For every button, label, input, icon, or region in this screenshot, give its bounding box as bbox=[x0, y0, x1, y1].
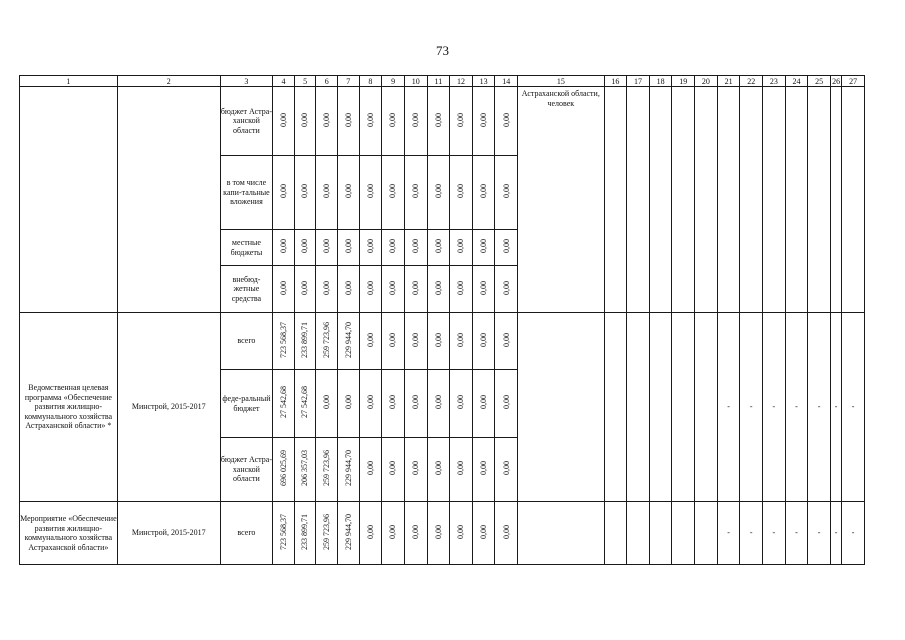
amount-cell bbox=[404, 230, 427, 266]
amount-cell bbox=[316, 266, 338, 313]
amount-value: 0,00 bbox=[433, 184, 443, 199]
amount-cell bbox=[495, 230, 518, 266]
amount-value: 0,00 bbox=[365, 280, 375, 295]
amount-value: 0,00 bbox=[478, 239, 488, 254]
amount-cell bbox=[273, 156, 295, 230]
amount-cell bbox=[427, 438, 450, 502]
program-table bbox=[19, 75, 865, 565]
amount-cell bbox=[294, 87, 316, 156]
amount-value: 0,00 bbox=[410, 524, 420, 539]
executor-cell: Минстрой, 2015-2017 bbox=[117, 313, 220, 502]
amount-cell bbox=[404, 266, 427, 313]
amount-cell bbox=[338, 370, 360, 438]
page-number: 73 bbox=[436, 43, 449, 58]
row-measure-total bbox=[20, 502, 865, 565]
amount-cell bbox=[450, 502, 473, 565]
amount-value: 0,00 bbox=[321, 239, 331, 254]
amount-value: 0,00 bbox=[410, 461, 420, 476]
amount-cell bbox=[427, 502, 450, 565]
funding-source-cell: в том числе капи-тальные вложения bbox=[220, 156, 272, 230]
row-regional-budget bbox=[20, 87, 865, 156]
amount-cell bbox=[472, 156, 495, 230]
amount-value: 0,00 bbox=[456, 280, 466, 295]
amount-value: 0,00 bbox=[456, 184, 466, 199]
column-number-row bbox=[20, 76, 865, 87]
amount-cell bbox=[495, 438, 518, 502]
amount-value: 206 357,03 bbox=[300, 450, 310, 487]
amount-value: 0,00 bbox=[433, 524, 443, 539]
effect-cell: - bbox=[717, 502, 740, 565]
effect-cell bbox=[649, 313, 672, 502]
amount-cell bbox=[472, 370, 495, 438]
amount-value: 0,00 bbox=[478, 112, 488, 127]
amount-value: 0,00 bbox=[501, 239, 511, 254]
amount-value: 0,00 bbox=[501, 461, 511, 476]
effect-cell bbox=[627, 502, 650, 565]
amount-value: 0,00 bbox=[388, 280, 398, 295]
amount-value: 0,00 bbox=[433, 280, 443, 295]
amount-value: 0,00 bbox=[321, 395, 331, 410]
effect-cell: - bbox=[763, 502, 786, 565]
amount-cell bbox=[316, 438, 338, 502]
amount-value: 0,00 bbox=[456, 332, 466, 347]
amount-value: 0,00 bbox=[365, 112, 375, 127]
amount-cell bbox=[495, 502, 518, 565]
amount-cell bbox=[273, 370, 295, 438]
effect-cell bbox=[695, 313, 718, 502]
column-number-26: 26 bbox=[832, 76, 841, 86]
amount-cell bbox=[316, 156, 338, 230]
effect-cell: - bbox=[830, 502, 841, 565]
column-number-2: 2 bbox=[117, 76, 220, 87]
amount-cell bbox=[273, 230, 295, 266]
amount-cell bbox=[316, 230, 338, 266]
amount-cell bbox=[382, 156, 405, 230]
amount-cell bbox=[450, 230, 473, 266]
amount-value: 0,00 bbox=[478, 184, 488, 199]
amount-value: 0,00 bbox=[501, 280, 511, 295]
effect-cell: - bbox=[830, 313, 841, 502]
column-number-15: 15 bbox=[518, 76, 604, 87]
effect-cell: - bbox=[808, 313, 831, 502]
amount-cell bbox=[294, 502, 316, 565]
amount-cell bbox=[294, 370, 316, 438]
amount-cell bbox=[273, 502, 295, 565]
effect-cell bbox=[717, 87, 740, 313]
amount-cell bbox=[450, 313, 473, 370]
amount-value: 0,00 bbox=[321, 184, 331, 199]
amount-cell bbox=[294, 230, 316, 266]
effect-cell bbox=[649, 87, 672, 313]
amount-value: 0,00 bbox=[501, 524, 511, 539]
column-number-5: 5 bbox=[294, 76, 316, 87]
amount-value: 0,00 bbox=[388, 332, 398, 347]
amount-cell bbox=[427, 230, 450, 266]
amount-value: 0,00 bbox=[456, 239, 466, 254]
effect-cell: - bbox=[785, 502, 808, 565]
amount-cell bbox=[427, 370, 450, 438]
amount-cell bbox=[359, 502, 382, 565]
amount-cell bbox=[338, 156, 360, 230]
executor-cell: Минстрой, 2015-2017 bbox=[117, 502, 220, 565]
amount-cell bbox=[338, 230, 360, 266]
amount-cell bbox=[273, 438, 295, 502]
effect-cell bbox=[672, 313, 695, 502]
amount-cell bbox=[404, 313, 427, 370]
executor-cell bbox=[117, 87, 220, 313]
amount-value: 0,00 bbox=[478, 524, 488, 539]
amount-cell bbox=[316, 370, 338, 438]
program-name-cell bbox=[20, 87, 118, 313]
amount-cell bbox=[427, 156, 450, 230]
amount-cell bbox=[404, 502, 427, 565]
column-number-6: 6 bbox=[316, 76, 338, 87]
indicator-cell bbox=[518, 502, 604, 565]
amount-value: 0,00 bbox=[410, 332, 420, 347]
amount-cell bbox=[382, 502, 405, 565]
amount-cell bbox=[359, 156, 382, 230]
amount-cell bbox=[495, 370, 518, 438]
amount-cell bbox=[338, 266, 360, 313]
amount-cell bbox=[495, 87, 518, 156]
amount-cell bbox=[450, 438, 473, 502]
effect-cell bbox=[740, 87, 763, 313]
column-number-20: 20 bbox=[695, 76, 718, 87]
effect-cell bbox=[830, 87, 841, 313]
amount-value: 0,00 bbox=[433, 239, 443, 254]
indicator-cell: Астраханской области, человек bbox=[518, 87, 604, 313]
amount-value: 0,00 bbox=[343, 239, 353, 254]
amount-cell bbox=[382, 230, 405, 266]
column-number-23: 23 bbox=[763, 76, 786, 87]
amount-value: 0,00 bbox=[501, 112, 511, 127]
column-number-18: 18 bbox=[649, 76, 672, 87]
effect-cell bbox=[627, 87, 650, 313]
amount-value: 0,00 bbox=[433, 461, 443, 476]
amount-value: 0,00 bbox=[410, 395, 420, 410]
amount-value: 0,00 bbox=[300, 239, 310, 254]
column-number-13: 13 bbox=[472, 76, 495, 87]
amount-value: 0,00 bbox=[501, 395, 511, 410]
amount-value: 259 723,96 bbox=[321, 321, 331, 358]
effect-cell: - bbox=[763, 313, 786, 502]
amount-cell bbox=[273, 266, 295, 313]
column-number-1: 1 bbox=[20, 76, 118, 87]
amount-value: 0,00 bbox=[365, 395, 375, 410]
amount-cell bbox=[382, 313, 405, 370]
effect-cell: - bbox=[842, 313, 865, 502]
amount-value: 233 899,71 bbox=[300, 513, 310, 550]
amount-cell bbox=[472, 266, 495, 313]
measure-name-cell: Мероприятие «Обеспечение развития жилищно-коммунального хозяйства Астраханской области» bbox=[20, 502, 118, 565]
amount-cell bbox=[450, 87, 473, 156]
amount-cell bbox=[273, 87, 295, 156]
amount-value: 0,00 bbox=[321, 280, 331, 295]
amount-value: 0,00 bbox=[300, 184, 310, 199]
amount-cell bbox=[382, 438, 405, 502]
funding-source-cell: бюджет Астра-ханской области bbox=[220, 87, 272, 156]
amount-value: 0,00 bbox=[478, 395, 488, 410]
effect-cell bbox=[695, 502, 718, 565]
column-number-27: 27 bbox=[842, 76, 865, 87]
amount-value: 0,00 bbox=[478, 280, 488, 295]
column-number-11: 11 bbox=[427, 76, 450, 87]
effect-cell bbox=[695, 87, 718, 313]
amount-value: 0,00 bbox=[365, 239, 375, 254]
effect-cell bbox=[604, 502, 627, 565]
amount-value: 259 723,96 bbox=[321, 513, 331, 550]
effect-cell: - bbox=[785, 313, 808, 502]
amount-value: 0,00 bbox=[278, 112, 288, 127]
column-number-21: 21 bbox=[717, 76, 740, 87]
column-number-14: 14 bbox=[495, 76, 518, 87]
amount-value: 0,00 bbox=[278, 184, 288, 199]
amount-value: 0,00 bbox=[456, 461, 466, 476]
amount-value: 723 568,37 bbox=[278, 513, 288, 550]
funding-source-cell: всего bbox=[220, 313, 272, 370]
amount-cell bbox=[273, 313, 295, 370]
amount-cell bbox=[427, 313, 450, 370]
amount-value: 0,00 bbox=[456, 395, 466, 410]
amount-value: 0,00 bbox=[321, 112, 331, 127]
effect-cell bbox=[672, 87, 695, 313]
amount-value: 0,00 bbox=[388, 461, 398, 476]
amount-cell bbox=[404, 370, 427, 438]
amount-value: 0,00 bbox=[365, 461, 375, 476]
amount-value: 0,00 bbox=[343, 280, 353, 295]
amount-value: 0,00 bbox=[388, 524, 398, 539]
amount-cell bbox=[316, 313, 338, 370]
amount-value: 0,00 bbox=[478, 332, 488, 347]
amount-value: 0,00 bbox=[410, 184, 420, 199]
amount-value: 0,00 bbox=[278, 280, 288, 295]
column-number-25: 25 bbox=[808, 76, 831, 87]
effect-cell bbox=[604, 87, 627, 313]
amount-cell bbox=[382, 370, 405, 438]
effect-cell bbox=[808, 87, 831, 313]
program-name-cell: Ведомственная целевая программа «Обеспечение развития жилищно-коммунального хозяйства Астраханской области» * bbox=[20, 313, 118, 502]
amount-value: 233 899,71 bbox=[300, 321, 310, 358]
amount-value: 0,00 bbox=[410, 280, 420, 295]
funding-source-cell: местные бюджеты bbox=[220, 230, 272, 266]
effect-cell bbox=[785, 87, 808, 313]
effect-cell: - bbox=[740, 313, 763, 502]
amount-cell bbox=[472, 230, 495, 266]
amount-cell bbox=[427, 266, 450, 313]
amount-value: 0,00 bbox=[388, 239, 398, 254]
column-number-4: 4 bbox=[273, 76, 295, 87]
amount-value: 27 542,68 bbox=[278, 386, 288, 419]
column-number-22: 22 bbox=[740, 76, 763, 87]
amount-cell bbox=[338, 502, 360, 565]
amount-cell bbox=[495, 313, 518, 370]
column-number-24: 24 bbox=[785, 76, 808, 87]
amount-value: 0,00 bbox=[343, 112, 353, 127]
amount-cell bbox=[450, 370, 473, 438]
effect-cell bbox=[763, 87, 786, 313]
amount-cell bbox=[495, 156, 518, 230]
funding-source-cell: бюджет Астра-ханской области bbox=[220, 438, 272, 502]
amount-value: 0,00 bbox=[433, 332, 443, 347]
amount-cell bbox=[404, 156, 427, 230]
amount-cell bbox=[404, 87, 427, 156]
amount-cell bbox=[338, 313, 360, 370]
row-program-total bbox=[20, 313, 865, 370]
effect-cell bbox=[604, 313, 627, 502]
funding-source-cell: феде-ральный бюджет bbox=[220, 370, 272, 438]
funding-source-cell: всего bbox=[220, 502, 272, 565]
amount-cell bbox=[359, 87, 382, 156]
amount-value: 0,00 bbox=[433, 112, 443, 127]
column-number-7: 7 bbox=[338, 76, 360, 87]
column-number-3: 3 bbox=[220, 76, 272, 87]
column-number-9: 9 bbox=[382, 76, 405, 87]
amount-value: 259 723,96 bbox=[321, 450, 331, 487]
amount-cell bbox=[316, 87, 338, 156]
column-number-16: 16 bbox=[604, 76, 627, 87]
amount-cell bbox=[359, 438, 382, 502]
amount-cell bbox=[495, 266, 518, 313]
amount-cell bbox=[450, 266, 473, 313]
amount-value: 229 944,70 bbox=[343, 513, 353, 550]
amount-cell bbox=[472, 438, 495, 502]
effect-cell: - bbox=[717, 313, 740, 502]
amount-cell bbox=[359, 313, 382, 370]
indicator-cell bbox=[518, 313, 604, 502]
effect-cell bbox=[649, 502, 672, 565]
amount-cell bbox=[450, 156, 473, 230]
amount-cell bbox=[294, 156, 316, 230]
amount-cell bbox=[338, 87, 360, 156]
amount-cell bbox=[472, 502, 495, 565]
amount-cell bbox=[382, 87, 405, 156]
amount-cell bbox=[472, 87, 495, 156]
amount-cell bbox=[338, 438, 360, 502]
amount-value: 0,00 bbox=[410, 239, 420, 254]
effect-cell bbox=[627, 313, 650, 502]
effect-cell bbox=[672, 502, 695, 565]
amount-cell bbox=[404, 438, 427, 502]
amount-cell bbox=[427, 87, 450, 156]
amount-cell bbox=[359, 266, 382, 313]
amount-value: 0,00 bbox=[343, 184, 353, 199]
amount-value: 229 944,70 bbox=[343, 450, 353, 487]
column-number-17: 17 bbox=[627, 76, 650, 87]
amount-cell bbox=[294, 438, 316, 502]
funding-source-cell: внебюд-жетные средства bbox=[220, 266, 272, 313]
effect-cell bbox=[842, 87, 865, 313]
amount-cell bbox=[359, 230, 382, 266]
amount-value: 0,00 bbox=[388, 184, 398, 199]
amount-cell bbox=[382, 266, 405, 313]
amount-cell bbox=[472, 313, 495, 370]
amount-value: 0,00 bbox=[343, 395, 353, 410]
amount-cell bbox=[316, 502, 338, 565]
amount-value: 0,00 bbox=[365, 332, 375, 347]
amount-cell bbox=[294, 313, 316, 370]
amount-value: 0,00 bbox=[278, 239, 288, 254]
amount-value: 0,00 bbox=[365, 524, 375, 539]
amount-value: 0,00 bbox=[501, 184, 511, 199]
amount-value: 723 568,37 bbox=[278, 321, 288, 358]
amount-value: 0,00 bbox=[300, 280, 310, 295]
amount-cell bbox=[294, 266, 316, 313]
effect-cell: - bbox=[842, 502, 865, 565]
amount-value: 0,00 bbox=[501, 332, 511, 347]
amount-value: 0,00 bbox=[300, 112, 310, 127]
amount-value: 0,00 bbox=[478, 461, 488, 476]
column-number-10: 10 bbox=[404, 76, 427, 87]
amount-value: 0,00 bbox=[456, 524, 466, 539]
amount-value: 0,00 bbox=[456, 112, 466, 127]
amount-value: 27 542,68 bbox=[300, 386, 310, 419]
amount-value: 0,00 bbox=[365, 184, 375, 199]
amount-value: 696 025,69 bbox=[278, 450, 288, 487]
effect-cell: - bbox=[740, 502, 763, 565]
column-number-19: 19 bbox=[672, 76, 695, 87]
amount-value: 0,00 bbox=[410, 112, 420, 127]
amount-value: 0,00 bbox=[433, 395, 443, 410]
amount-value: 0,00 bbox=[388, 112, 398, 127]
amount-value: 229 944,70 bbox=[343, 321, 353, 358]
column-number-8: 8 bbox=[359, 76, 382, 87]
effect-cell: - bbox=[808, 502, 831, 565]
amount-value: 0,00 bbox=[388, 395, 398, 410]
amount-cell bbox=[359, 370, 382, 438]
column-number-12: 12 bbox=[450, 76, 473, 87]
